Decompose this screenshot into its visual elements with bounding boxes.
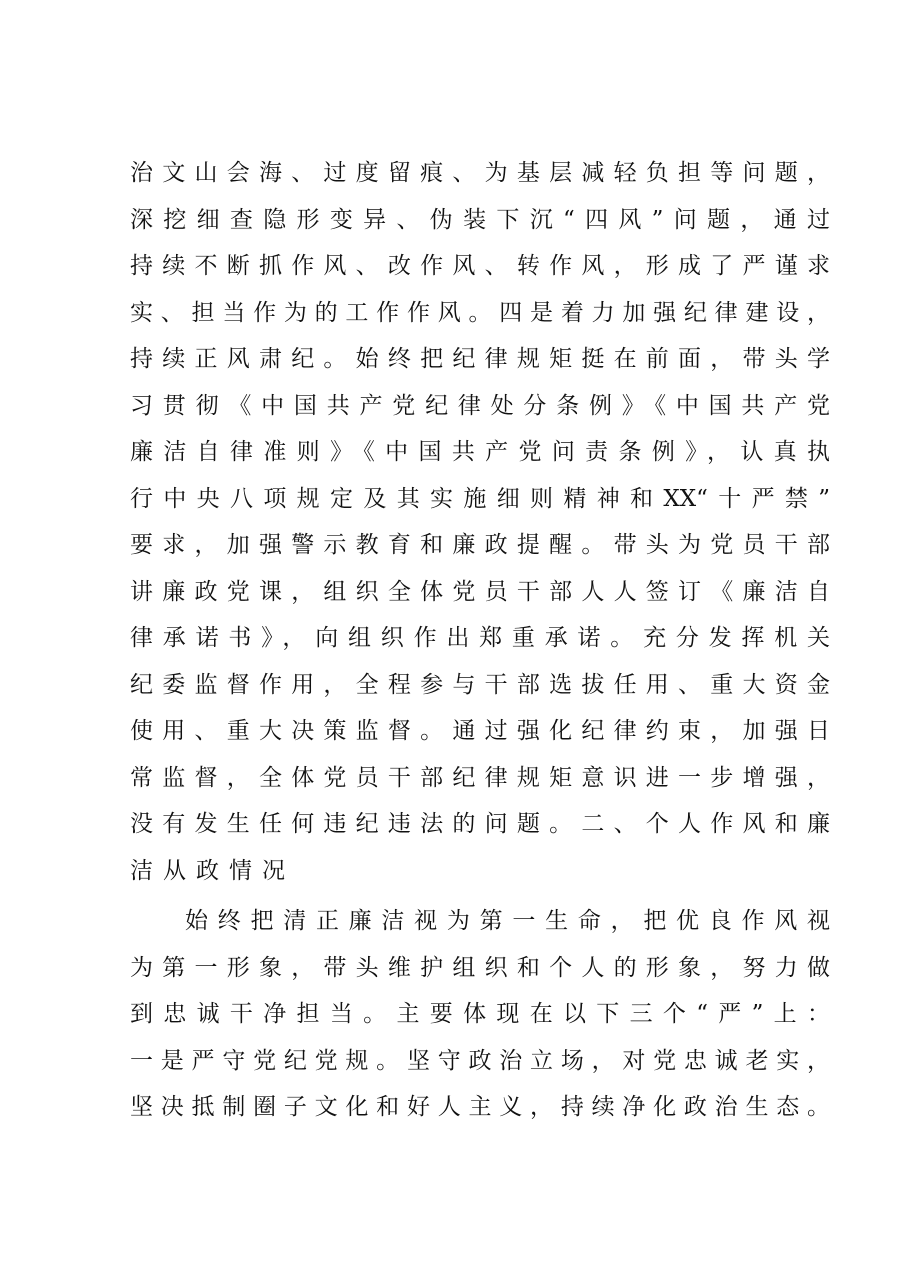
paragraph-2: [130, 898, 830, 1131]
text-line: 到忠诚干净担当。主要体现在以下三个“严”上：: [130, 1001, 830, 1027]
paragraph-1: [130, 150, 830, 894]
text-line: 一是严守党纪党规。坚守政治立场，对党忠诚老实，: [130, 1047, 830, 1074]
text-line: 实、担当作为的工作作风。四是着力加强纪律建设，: [130, 299, 830, 326]
text-line: 没有发生任何违纪违法的问题。二、个人作风和廉: [130, 811, 830, 837]
text-line: 深挖细查隐形变异、伪装下沉“四风”问题，通过: [130, 206, 830, 233]
text-line: 习贯彻《中国共产党纪律处分条例》《中国共产党: [130, 392, 830, 419]
text-line: 要求，加强警示教育和廉政提醒。带头为党员干部: [130, 532, 830, 558]
text-line: 治文山会海、过度留痕、为基层减轻负担等问题，: [130, 160, 830, 186]
text-line: 持续不断抓作风、改作风、转作风，形成了严谨求: [130, 253, 830, 279]
text-line: 为第一形象，带头维护组织和个人的形象，努力做: [130, 954, 830, 981]
text-line: 纪委监督作用，全程参与干部选拔任用、重大资金: [130, 671, 830, 698]
text-line: 坚决抵制圈子文化和好人主义，持续净化政治生态。: [130, 1094, 830, 1120]
text-line: 使用、重大决策监督。通过强化纪律约束，加强日: [130, 718, 830, 744]
text-line: 讲廉政党课，组织全体党员干部人人签订《廉洁自: [130, 578, 830, 605]
document-body: [130, 150, 830, 1131]
text-line: 持续正风肃纪。始终把纪律规矩挺在前面，带头学: [130, 346, 830, 372]
text-line: 常监督，全体党员干部纪律规矩意识进一步增强，: [130, 764, 830, 791]
text-line: 廉洁自律准则》《中国共产党问责条例》，认真执: [130, 439, 830, 465]
text-line: 始终把清正廉洁视为第一生命，把优良作风视: [185, 908, 830, 934]
text-line: 律承诺书》，向组织作出郑重承诺。充分发挥机关: [130, 625, 830, 651]
text-line: 行中央八项规定及其实施细则精神和XX“十严禁”: [130, 485, 830, 512]
text-line: 洁从政情况: [130, 857, 295, 884]
